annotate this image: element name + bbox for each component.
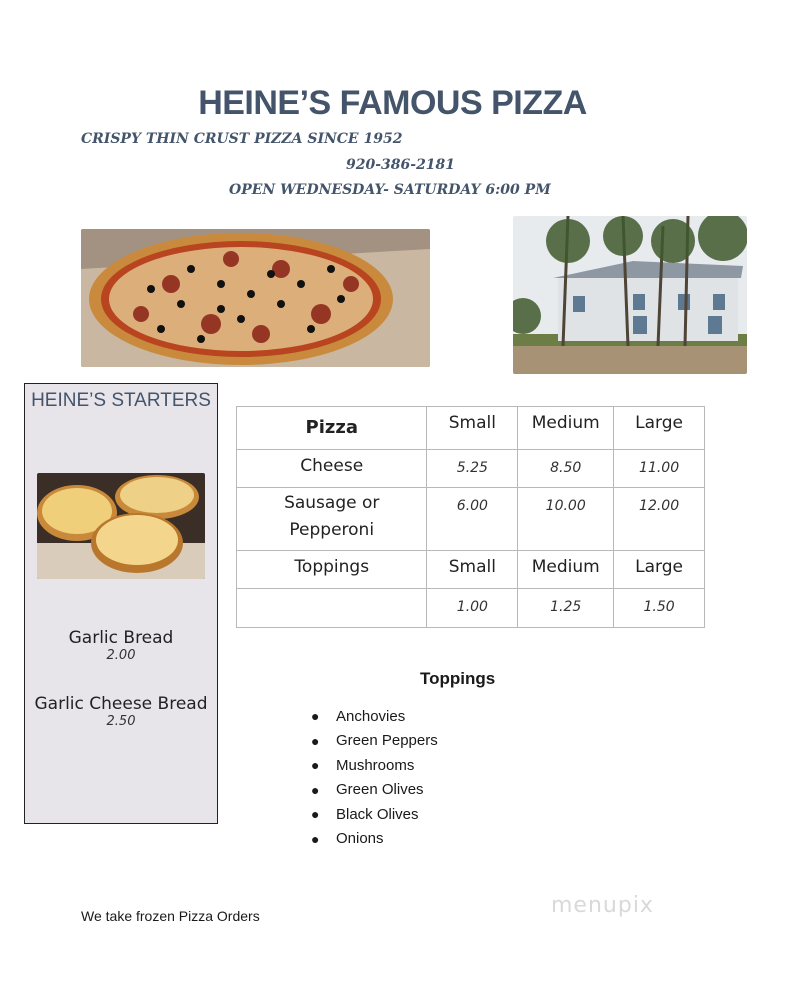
price-medium: 8.50 xyxy=(518,450,614,488)
starters-panel xyxy=(24,383,218,824)
list-item xyxy=(311,778,438,803)
column-header-small: Small xyxy=(427,551,518,589)
list-item xyxy=(311,753,438,778)
column-header-medium: Medium xyxy=(518,407,614,450)
starter-item-name: Garlic Cheese Bread xyxy=(34,694,208,714)
topping-price-large: 1.50 xyxy=(614,589,705,628)
pizza-name: Sausage or Pepperoni xyxy=(237,488,427,551)
topping-name: Anchovies xyxy=(336,707,406,725)
starter-item-price: 2.50 xyxy=(106,714,136,729)
topping-name: Green Peppers xyxy=(336,732,438,750)
price-small: 6.00 xyxy=(427,488,518,551)
list-item xyxy=(311,704,438,729)
table-row xyxy=(237,488,705,551)
column-header-medium: Medium xyxy=(518,551,614,589)
pizza-photo xyxy=(81,229,430,367)
column-header-large: Large xyxy=(614,551,705,589)
phone-number: 920-386-2181 xyxy=(346,157,456,173)
bullet-icon: ● xyxy=(311,732,320,749)
bullet-icon: ● xyxy=(311,781,320,798)
topping-name: Black Olives xyxy=(336,805,419,823)
footer-note: We take frozen Pizza Orders xyxy=(81,908,260,924)
pizza-name: Cheese xyxy=(237,450,427,488)
tagline: CRISPY THIN CRUST PIZZA SINCE 1952 xyxy=(81,131,403,147)
toppings-title: Toppings xyxy=(420,669,496,688)
pizza-price-table xyxy=(236,406,705,628)
bullet-icon: ● xyxy=(311,806,320,823)
list-item xyxy=(311,729,438,754)
starter-item-price: 2.00 xyxy=(106,648,136,663)
bullet-icon: ● xyxy=(311,757,320,774)
watermark: menupix xyxy=(551,893,654,918)
garlic-bread-photo xyxy=(37,473,205,579)
price-large: 11.00 xyxy=(614,450,705,488)
list-item xyxy=(311,827,438,852)
opening-hours: OPEN WEDNESDAY- SATURDAY 6:00 PM xyxy=(229,182,551,198)
restaurant-building-photo xyxy=(513,216,747,374)
column-header-large: Large xyxy=(614,407,705,450)
bullet-icon: ● xyxy=(311,708,320,725)
column-header-pizza: Pizza xyxy=(237,407,427,450)
topping-price-small: 1.00 xyxy=(427,589,518,628)
price-large: 12.00 xyxy=(614,488,705,551)
column-header-toppings: Toppings xyxy=(237,551,427,589)
list-item xyxy=(311,802,438,827)
topping-name: Green Olives xyxy=(336,781,424,799)
toppings-header-row xyxy=(237,551,705,589)
toppings-list xyxy=(311,704,438,851)
price-medium: 10.00 xyxy=(518,488,614,551)
starters-title: HEINE’S STARTERS xyxy=(31,390,211,411)
bullet-icon: ● xyxy=(311,830,320,847)
table-row xyxy=(237,450,705,488)
table-row xyxy=(237,589,705,628)
table-header-row xyxy=(237,407,705,450)
topping-price-medium: 1.25 xyxy=(518,589,614,628)
price-small: 5.25 xyxy=(427,450,518,488)
topping-name: Mushrooms xyxy=(336,756,415,774)
topping-name: Onions xyxy=(336,830,384,848)
page-title: HEINE’S FAMOUS PIZZA xyxy=(198,84,587,122)
toppings-price-label xyxy=(237,589,427,628)
starter-item-name: Garlic Bread xyxy=(68,628,174,648)
column-header-small: Small xyxy=(427,407,518,450)
